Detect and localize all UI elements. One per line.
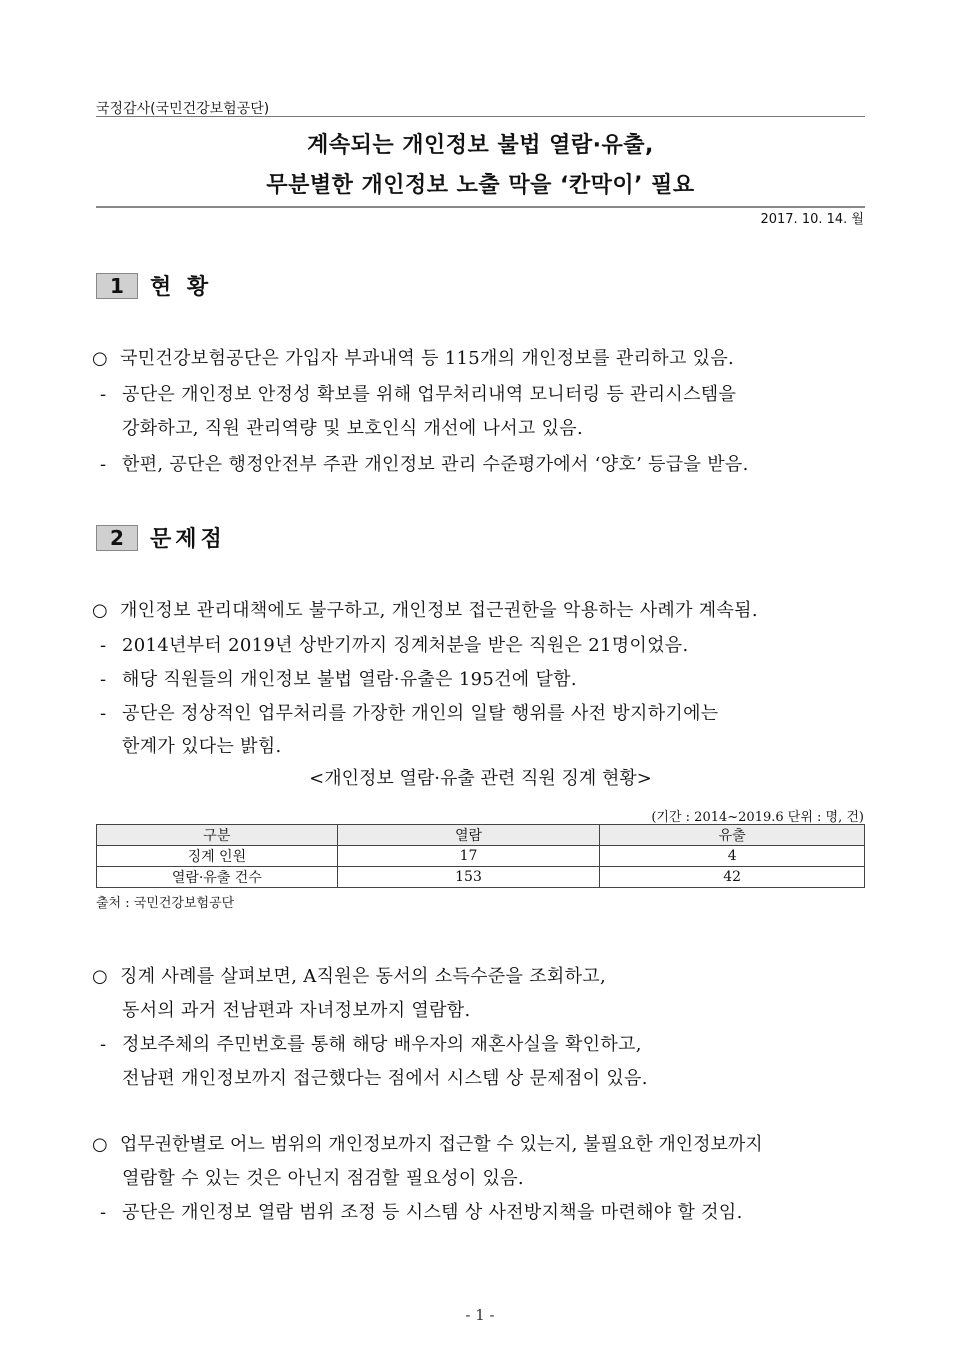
dash-bullet-icon: - [100,635,107,656]
paragraph-line: - 2014년부터 2019년 상반기까지 징계처분을 받은 직원은 21명이었음. [100,635,689,656]
table-row [97,867,865,888]
document-title-line-2: 무분별한 개인정보 노출 막을 ‘칸막이’ 필요 [266,173,695,198]
paragraph-line: ○ 개인정보 관리대책에도 불구하고, 개인정보 접근권한을 악용하는 사례가 계속됨. [92,600,758,621]
table-cell: 열람·유출 건수 [97,867,338,888]
dash-bullet-icon: - [100,703,107,724]
section-heading-2 [96,522,226,553]
circle-bullet-icon: ○ [92,348,109,369]
paragraph-line: 동서의 과거 전남편과 자녀정보까지 열람함. [122,1000,471,1021]
circle-bullet-icon: ○ [92,966,109,987]
table-header-cell: 열람 [337,825,600,846]
document-date: 2017. 10. 14. 월 [760,212,864,227]
table-caption: <개인정보 열람·유출 관련 직원 징계 현황> [309,768,652,789]
circle-bullet-icon: ○ [92,600,109,621]
paragraph-line: ○ 업무권한별로 어느 범위의 개인정보까지 접근할 수 있는지, 불필요한 개인정보까지 [92,1134,763,1155]
table-cell: 153 [337,867,600,888]
document-header-label: 국정감사(국민건강보험공단) [96,101,270,117]
paragraph-line: - 공단은 정상적인 업무처리를 가장한 개인의 일탈 행위를 사전 방지하기에는 [100,703,719,724]
section-title: 현 황 [150,275,213,300]
section-title: 문제점 [150,527,226,552]
document-title-line-1: 계속되는 개인정보 불법 열람·유출, [307,133,654,158]
table-row [97,846,865,867]
table-header-cell: 유출 [600,825,865,846]
table-header-row [97,825,865,846]
table-source: 출처 : 국민건강보험공단 [96,896,235,911]
paragraph-line: 전남편 개인정보까지 접근했다는 점에서 시스템 상 문제점이 있음. [122,1068,648,1089]
paragraph-line: - 공단은 개인정보 열람 범위 조정 등 시스템 상 사전방지책을 마련해야 할 것임. [100,1202,743,1223]
dash-bullet-icon: - [100,1202,107,1223]
header-rule [96,116,865,117]
section-number-badge: 2 [96,525,138,551]
table-unit-note: (기간 : 2014~2019.6 단위 : 명, 건) [651,810,864,825]
paragraph-line: 강화하고, 직원 관리역량 및 보호인식 개선에 나서고 있음. [122,418,584,439]
section-number-badge: 1 [96,273,138,299]
table-header-cell: 구분 [97,825,338,846]
page-number: - 1 - [465,1306,495,1324]
paragraph-line: 열람할 수 있는 것은 아닌지 점검할 필요성이 있음. [122,1168,524,1189]
dash-bullet-icon: - [100,1034,107,1055]
circle-bullet-icon: ○ [92,1134,108,1155]
paragraph-line: 한계가 있다는 밝힘. [122,736,282,757]
dash-bullet-icon: - [100,454,107,475]
paragraph-line: - 공단은 개인정보 안정성 확보를 위해 업무처리내역 모니터링 등 관리시스템을 [100,384,737,405]
table-cell: 17 [337,846,600,867]
section-heading-1 [96,270,212,301]
paragraph-line: ○ 국민건강보험공단은 가입자 부과내역 등 115개의 개인정보를 관리하고 있음. [92,348,735,369]
table-cell: 42 [600,867,865,888]
dash-bullet-icon: - [100,669,107,690]
table-cell: 4 [600,846,865,867]
discipline-table [96,824,865,888]
dash-bullet-icon: - [100,384,107,405]
title-rule [96,206,865,208]
paragraph-line: ○ 징계 사례를 살펴보면, A직원은 동서의 소득수준을 조회하고, [92,966,606,987]
paragraph-line: - 정보주체의 주민번호를 통해 해당 배우자의 재혼사실을 확인하고, [100,1034,642,1055]
paragraph-line: - 해당 직원들의 개인정보 불법 열람·유출은 195건에 달함. [100,669,577,690]
table-cell: 징계 인원 [97,846,338,867]
paragraph-line: - 한편, 공단은 행정안전부 주관 개인정보 관리 수준평가에서 ‘양호’ 등급을 받음. [100,454,749,475]
